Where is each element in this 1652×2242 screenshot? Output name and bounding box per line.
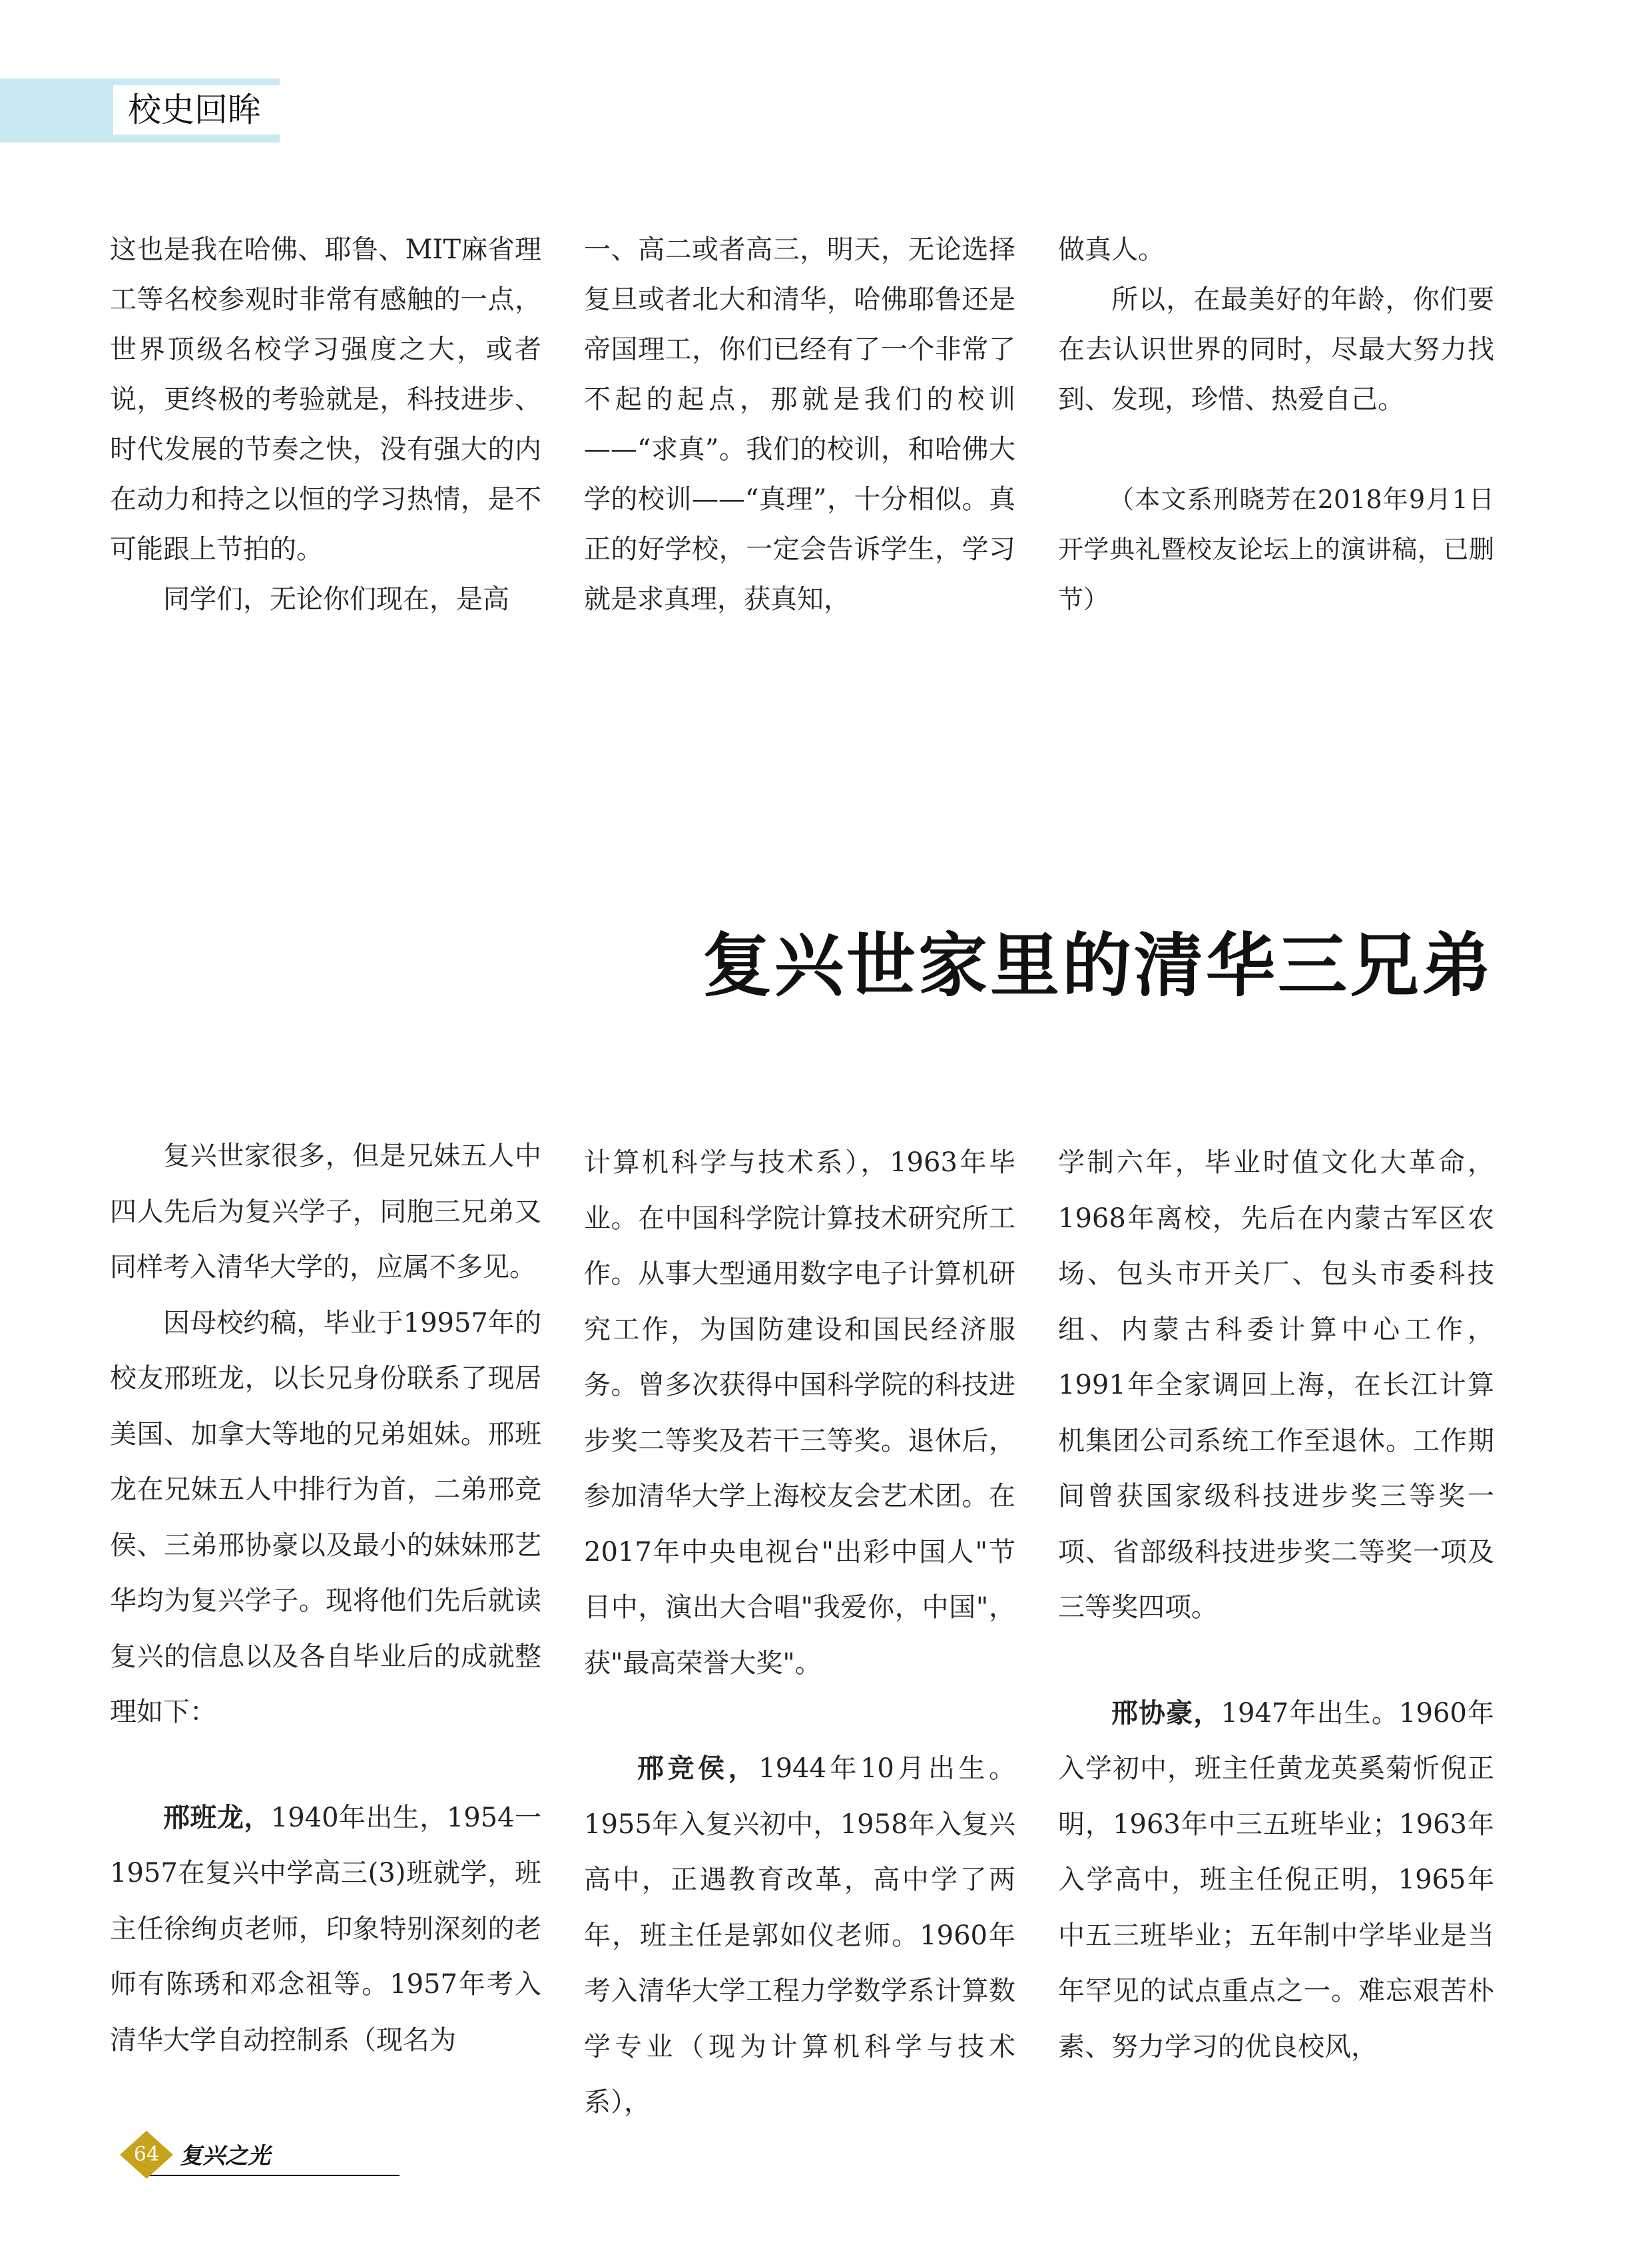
article2-column-3 [1058, 1135, 1494, 2075]
paragraph-text: 1947年出生。1960年入学初中，班主任黄龙英奚菊忻倪正明，1963年中三五班毕业；1963年入学高中，班主任倪正明，1965年中五三班毕业；五年制中学毕业是当年罕见的试点重点之一。难忘艰苦朴素、努力学习的优良校风， [1058, 1697, 1494, 2062]
paragraph: 做真人。 [1058, 234, 1165, 265]
paragraph: 因母校约稿，毕业于19957年的校友邢班龙，以长兄身份联系了现居美国、加拿大等地的兄弟姐妹。邢班龙在兄妹五人中排行为首，二弟邢竞侯、三弟邢协豪以及最小的妹妹邢艺华均为复兴学子。现将他们先后就读复兴的信息以及各自毕业后的成就整理如下： [110, 1307, 541, 1727]
paragraph: 复兴世家很多，但是兄妹五人中四人先后为复兴学子，同胞三兄弟又同样考入清华大学的，应属不多见。 [110, 1141, 541, 1282]
paragraph-text: 1940年出生，1954一1957在复兴中学高三(3)班就学，班主任徐绚贞老师，印象特别深刻的老师有陈琇和邓念祖等。1957年考入清华大学自动控制系（现名为 [110, 1802, 542, 2056]
paragraph [110, 1791, 541, 2069]
paragraph: 计算机科学与技术系），1963年毕业。在中国科学院计算技术研究所工作。从事大型通用数字电子计算机研究工作，为国防建设和国民经济服务。曾多次获得中国科学院的科技进步奖二等奖及若干三等奖。退休后，参加清华大学上海校友会艺术团。在2017年中央电视台"出彩中国人"节目中，演出大合唱"我爱你，中国"，获"最高荣誉大奖"。 [584, 1147, 1015, 1679]
footer-rule [146, 2175, 400, 2176]
paragraph-text: 1944年10月出生。1955年入复兴初中，1958年入复兴高中，正遇教育改革，高中学了两年，班主任是郭如仪老师。1960年考入清华大学工程力学数学系计算数学专业（现为计算机科学与技术系）， [584, 1753, 1015, 2117]
paragraph: 一、高二或者高三，明天，无论选择复旦或者北大和清华，哈佛耶鲁还是帝国理工，你们已经有了一个非常了不起的起点，那就是我们的校训——“求真”。我们的校训，和哈佛大学的校训——“真理”，十分相似。真正的好学校，一定会告诉学生，学习就是求真理，获真知， [584, 234, 1015, 615]
paragraph: 这也是我在哈佛、耶鲁、MIT麻省理工等名校参观时非常有感触的一点，世界顶级名校学习强度之大，或者说，更终极的考验就是，科技进步、时代发展的节奏之快，没有强大的内在动力和持之以恒的学习热情，是不可能跟上节拍的。 [110, 234, 541, 565]
person-name: 邢协豪， [1111, 1697, 1221, 1729]
article-title: 复兴世家里的清华三兄弟 [702, 925, 1494, 1006]
paragraph: 学制六年，毕业时值文化大革命，1968年离校，先后在内蒙古军区农场、包头市开关厂、包头市委科技组、内蒙古科委计算中心工作，1991年全家调回上海，在长江计算机集团公司系统工作至退休。工作期间曾获国家级科技进步奖三等奖一项、省部级科技进步奖二等奖一项及三等奖四项。 [1058, 1147, 1494, 1623]
page-footer [120, 2131, 280, 2179]
article2-column-2 [584, 1135, 1015, 2131]
section-label: 校史回眸 [113, 85, 280, 135]
article1-column-3 [1058, 225, 1494, 625]
paragraph [584, 1741, 1015, 2131]
person-name: 邢竞侯， [637, 1753, 759, 1784]
article1-column-1 [110, 225, 541, 625]
person-name: 邢班龙， [163, 1802, 271, 1833]
article1-column-2 [584, 225, 1015, 625]
paragraph [1058, 1686, 1494, 2076]
magazine-name: 复兴之光 [180, 2143, 270, 2169]
paragraph: 同学们，无论你们现在，是高 [163, 584, 509, 615]
article2-column-1 [110, 1129, 541, 2068]
source-note: （本文系刑晓芳在2018年9月1日开学典礼暨校友论坛上的演讲稿，已删节） [1058, 485, 1494, 614]
paragraph: 所以，在最美好的年龄，你们要在去认识世界的同时，尽最大努力找到、发现，珍惜、热爱自己。 [1058, 284, 1494, 415]
page-number: 64 [133, 2143, 160, 2166]
